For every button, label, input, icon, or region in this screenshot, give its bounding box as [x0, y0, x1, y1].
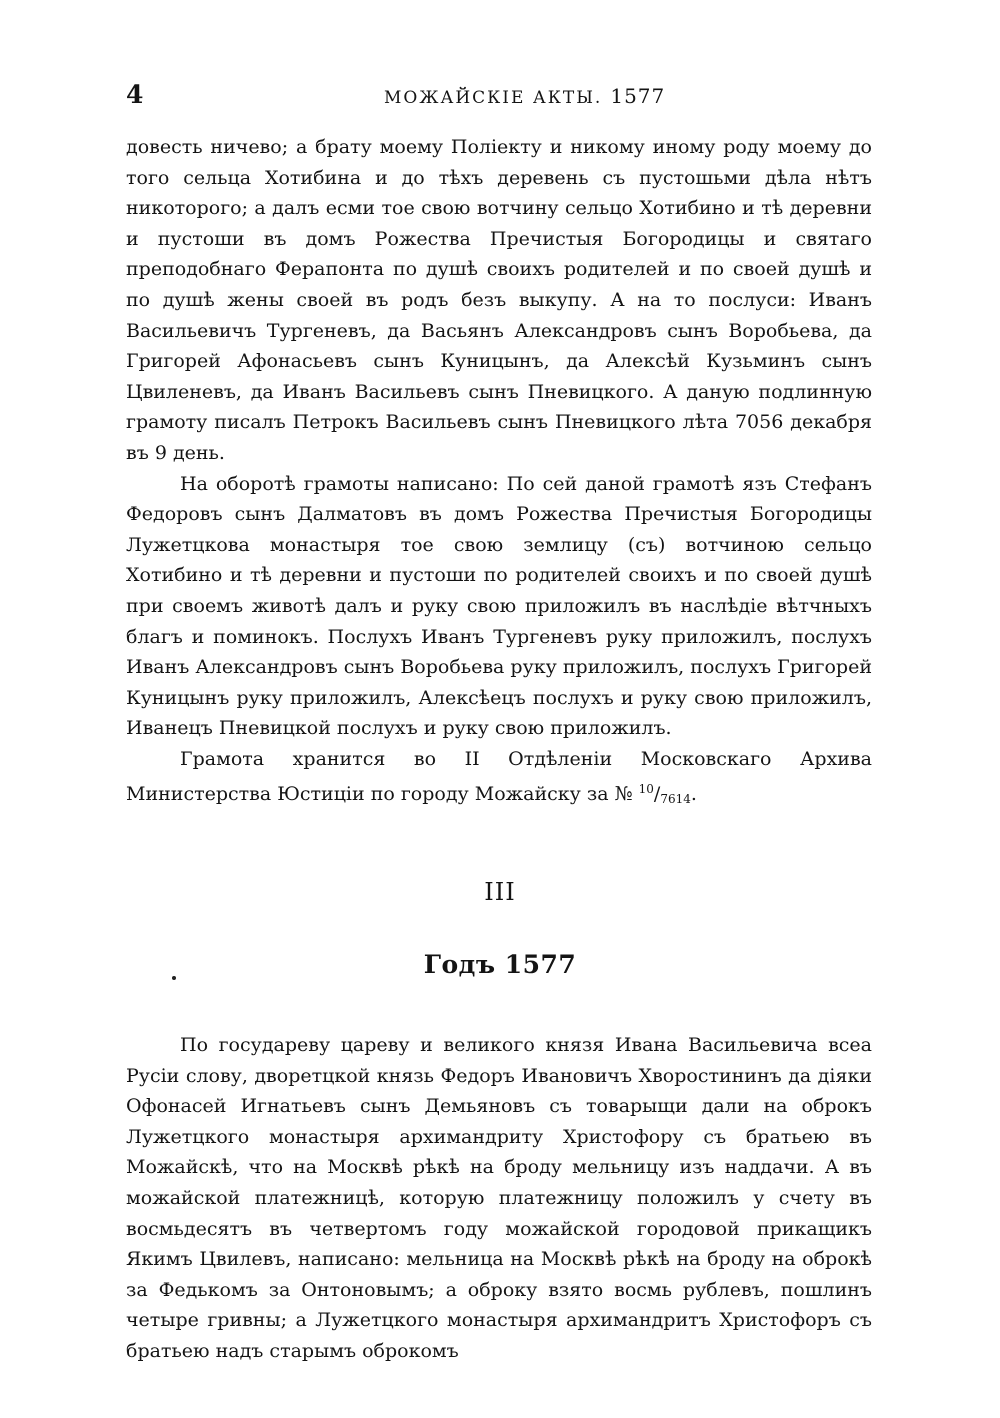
section-numeral: III: [484, 878, 516, 906]
archive-note-text: Грамота хранится во II Отдѣленіи Московскаго Архива Министерства Юстиціи по городу Можайску за №: [126, 747, 872, 806]
paragraph-reverse-inscription: На оборотѣ грамоты написано: По сей даной грамотѣ язъ Стефанъ Федоровъ сынъ Далматовъ въ домъ Рожества Пречистыя Богородицы Лужетцкова монастыря тое свою землицу (съ) вотчиною сельцо Хотибино и тѣ деревни и пустоши по родителей своихъ и по своей душѣ при своемъ животѣ далъ и руку свою приложилъ въ наслѣдіе вѣтчныхъ благъ и поминокъ. Послухъ Иванъ Тургеневъ руку приложилъ, послухъ Иванъ Александровъ сынъ Воробьева руку приложилъ, послухъ Григорей Куницынъ руку приложилъ, Алексѣецъ послухъ и руку свою приложилъ, Иванецъ Пневицкой послухъ и руку свою приложилъ.: [126, 472, 872, 740]
archive-number-slash: /: [653, 783, 661, 806]
paragraph-archive-note: [126, 744, 872, 815]
running-year: 1577: [610, 84, 666, 108]
archive-number-top: 10: [638, 782, 654, 797]
section-heading: Годъ 1577: [423, 950, 577, 979]
text-block-charter: [126, 132, 872, 815]
page-number: 4: [126, 80, 144, 109]
paragraph-1577-text: По государеву цареву и великого князя Ивана Васильевича всеа Русіи слову, дворетцкой князь Федоръ Ивановичъ Хворостининъ да діяки Офонасей Игнатьевъ сынъ Демьяновъ съ товарыщи дали на оброкъ Лужетцкого монастыря архимандриту Христофору съ братьею въ Можайскѣ, что на Москвѣ рѣкѣ на броду мельницу изъ наддачи. А въ можайской платежницѣ, которую платежницу положилъ у счету въ восмьдесятъ въ четвертомъ году можайской городовой прикащикъ Якимъ Цвилевъ, написано: мельница на Москвѣ рѣкѣ на броду на оброкѣ за Федькомъ за Онтоновымъ; а оброку взято восмь рублевъ, пошлинъ четыре гривны; а Лужетцкого монастыря архимандритъ Христофоръ съ братьею надъ старымъ оброкомъ: [126, 1034, 872, 1362]
paragraph-charter-text: довесть ничево; а брату моему Поліекту и никому иному роду моему до того сельца Хотибина и до тѣхъ деревень съ пустошьми дѣла нѣтъ никоторого; а далъ есми тое свою вотчину сельцо Хотибино и тѣ деревни и пустоши въ домъ Рожества Пречистыя Богородицы и святаго преподобнаго Ферапонта по душѣ своихъ родителей и по своей душѣ и по душѣ жены своей въ родъ безъ выкупу. А на то послуси: Иванъ Васильевичъ Тургеневъ, да Васьянъ Александровъ сынъ Воробьева, да Григорей Афонасьевъ сынъ Куницынъ, да Алексѣй Кузьминъ сынъ Цвиленевъ, да Иванъ Васильевъ сынъ Пневицкого. А даную подлинную грамоту писалъ Петрокъ Васильевъ сынъ Пневицкого лѣта 7056 декабря въ 9 день.: [126, 136, 872, 464]
text-block-1577: [126, 1030, 872, 1367]
running-head: [126, 80, 876, 112]
archive-note-end: .: [690, 783, 697, 806]
running-title: [384, 84, 665, 108]
archive-number-bottom: 7614: [660, 792, 691, 807]
running-title-text: МОЖАЙСКІЕ АКТЫ.: [384, 88, 603, 108]
